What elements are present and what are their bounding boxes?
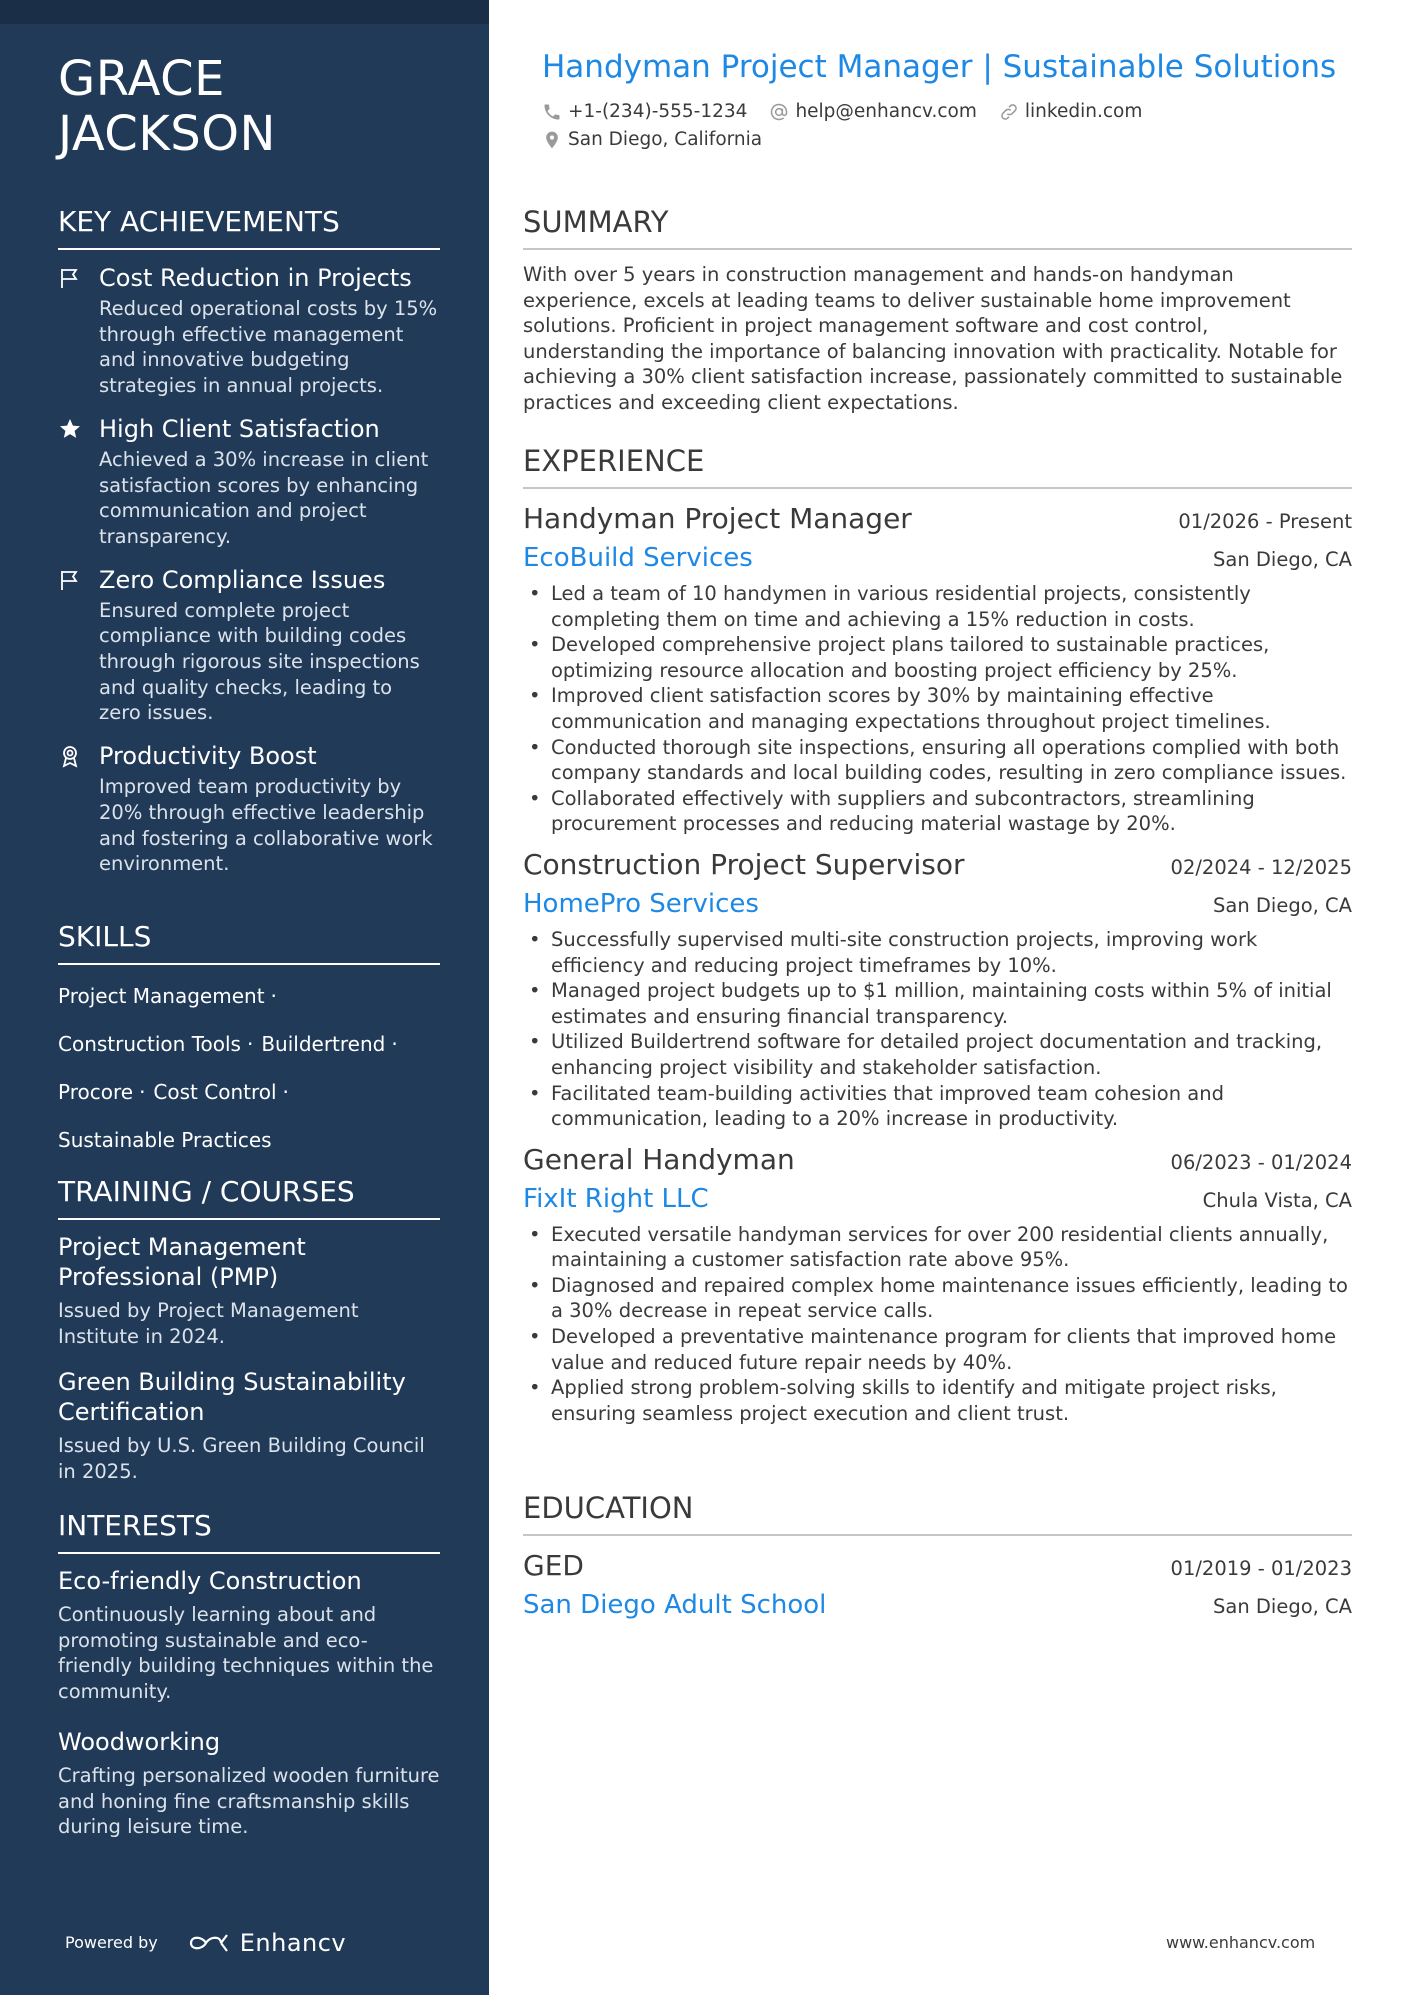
experience-title: EXPERIENCE bbox=[523, 443, 1352, 489]
candidate-name: GRACE JACKSON bbox=[58, 51, 276, 162]
job-bullet: • Developed comprehensive project plans tailored to sustainable practices, optimizing resource allocation and boosting project efficiency by 25%. bbox=[523, 632, 1352, 683]
course-item bbox=[58, 1367, 440, 1484]
school-location: San Diego, CA bbox=[1213, 1595, 1352, 1618]
enhancv-logo-icon bbox=[186, 1931, 232, 1955]
job-title: General Handyman bbox=[523, 1142, 795, 1176]
skill-item: Cost Control bbox=[153, 1080, 277, 1104]
achievement-desc: Reduced operational costs by 15% through effective management and innovative budgeting strategies in annual projects. bbox=[99, 297, 438, 398]
skill-item: Buildertrend bbox=[261, 1032, 386, 1056]
footer-url[interactable]: www.enhancv.com bbox=[1166, 1933, 1316, 1952]
job-bullet: • Applied strong problem-solving skills to identify and mitigate project risks, ensuring seamless project execution and client trust. bbox=[523, 1375, 1352, 1426]
job-location: San Diego, CA bbox=[1213, 548, 1352, 571]
at-icon bbox=[769, 102, 789, 122]
interests-title: INTERESTS bbox=[58, 1508, 440, 1554]
powered-by-label: Powered by bbox=[65, 1933, 158, 1952]
powered-by bbox=[65, 1930, 346, 1956]
job-bullet: • Successfully supervised multi-site construction projects, improving work efficiency and reducing project timeframes by 10%. bbox=[523, 927, 1352, 978]
location-row bbox=[542, 128, 1242, 152]
star-icon bbox=[58, 417, 82, 441]
phone-contact[interactable] bbox=[542, 100, 747, 124]
job-bullet: • Utilized Buildertrend software for detailed project documentation and tracking, enhancing project visibility and stakeholder satisfaction. bbox=[523, 1029, 1352, 1080]
achievement-title: Cost Reduction in Projects bbox=[99, 264, 412, 292]
summary-title: SUMMARY bbox=[523, 204, 1352, 250]
achievement-title: High Client Satisfaction bbox=[99, 414, 380, 443]
job-dates: 01/2026 - Present bbox=[1178, 510, 1352, 533]
interest-desc: Crafting personalized wooden furniture and honing fine craftsmanship skills during leisure time. bbox=[58, 1763, 440, 1839]
location-contact bbox=[542, 128, 762, 152]
achievement-desc: Ensured complete project compliance with building codes through rigorous site inspections and quality checks, leading to zero issues. bbox=[99, 598, 420, 725]
interest-item bbox=[58, 1727, 440, 1840]
phone-text: +1-(234)-555-1234 bbox=[568, 101, 748, 122]
job-title: Construction Project Supervisor bbox=[523, 847, 965, 881]
achievement-desc: Improved team productivity by 20% through effective leadership and fostering a collaborative work environment. bbox=[99, 775, 433, 876]
skill-separator: · bbox=[246, 1032, 254, 1056]
skill-separator: · bbox=[282, 1080, 289, 1104]
job-entry bbox=[523, 847, 1352, 1132]
training-title: TRAINING / COURSES bbox=[58, 1174, 440, 1220]
main-content bbox=[523, 0, 1351, 1995]
skill-item: Sustainable Practices bbox=[58, 1128, 272, 1152]
education-section bbox=[523, 1490, 1352, 1632]
course-item bbox=[58, 1232, 440, 1349]
interest-title: Eco-friendly Construction bbox=[58, 1567, 362, 1595]
achievement-desc: Achieved a 30% increase in client satisfaction scores by enhancing communication and project transparency. bbox=[99, 447, 429, 548]
job-bullets bbox=[523, 1222, 1352, 1427]
linkedin-text: linkedin.com bbox=[1024, 101, 1143, 122]
school-name: San Diego Adult School bbox=[523, 1590, 827, 1620]
job-bullet: • Collaborated effectively with suppliers and subcontractors, streamlining procurement processes and reducing material wastage by 20%. bbox=[523, 786, 1352, 837]
education-title: EDUCATION bbox=[523, 1490, 1352, 1536]
headline: Handyman Project Manager | Sustainable Solutions bbox=[542, 49, 1337, 85]
experience-section bbox=[523, 443, 1352, 1436]
achievement-item bbox=[58, 262, 440, 399]
location-pin-icon bbox=[542, 130, 562, 150]
job-dates: 02/2024 - 12/2025 bbox=[1170, 855, 1352, 879]
job-company: HomePro Services bbox=[523, 888, 759, 919]
contact-row bbox=[542, 100, 1242, 124]
job-bullet: • Managed project budgets up to $1 million, maintaining costs within 5% of initial estimates and ensuring financial transparency. bbox=[523, 978, 1352, 1029]
email-contact[interactable] bbox=[769, 100, 976, 124]
achievement-title: Productivity Boost bbox=[99, 742, 317, 771]
skill-item: Construction Tools bbox=[58, 1032, 241, 1056]
summary-section bbox=[523, 204, 1352, 416]
flag-icon bbox=[58, 568, 82, 592]
phone-icon bbox=[542, 102, 562, 122]
summary-text: With over 5 years in construction management and hands-on handyman experience, excels at leading teams to deliver sustainable home improvement solutions. Proficient in project management software and cost control, understanding the importance of balancing innovation with practicality. Notable for achieving a 30% client satisfaction increase, passionately committed to sustainable practices and exceeding client expectations. bbox=[523, 263, 1343, 414]
achievement-item bbox=[58, 413, 440, 550]
job-bullet: • Led a team of 10 handymen in various residential projects, consistently completing them on time and achieving a 15% reduction in costs. bbox=[523, 581, 1352, 632]
flag-icon bbox=[58, 266, 82, 290]
skills-section bbox=[58, 919, 440, 1169]
job-bullet: • Developed a preventative maintenance program for clients that improved home value and reduced future repair needs by 40%. bbox=[523, 1324, 1352, 1375]
job-location: San Diego, CA bbox=[1213, 893, 1352, 917]
achievement-item bbox=[58, 740, 440, 877]
job-title: Handyman Project Manager bbox=[523, 502, 912, 535]
job-entry bbox=[523, 1142, 1352, 1427]
sidebar bbox=[0, 0, 489, 1995]
job-bullet: • Conducted thorough site inspections, ensuring all operations complied with both company standards and local building codes, resulting in zero compliance issues. bbox=[523, 735, 1352, 786]
course-desc: Issued by Project Management Institute in 2024. bbox=[58, 1299, 359, 1348]
job-dates: 06/2023 - 01/2024 bbox=[1170, 1150, 1352, 1174]
location-text: San Diego, California bbox=[568, 129, 763, 150]
interest-desc: Continuously learning about and promoting sustainable and eco-friendly building techniques within the community. bbox=[58, 1603, 434, 1704]
achievement-title: Zero Compliance Issues bbox=[99, 565, 386, 594]
course-title: Green Building Sustainability Certification bbox=[58, 1368, 406, 1427]
job-bullet: • Facilitated team-building activities that improved team cohesion and communication, leading to a 20% increase in productivity. bbox=[523, 1081, 1352, 1132]
interests-section bbox=[58, 1508, 440, 1862]
job-bullets bbox=[523, 927, 1352, 1132]
job-bullet: • Improved client satisfaction scores by 30% by maintaining effective communication and managing expectations throughout project timelines. bbox=[523, 683, 1352, 734]
course-title: Project Management Professional (PMP) bbox=[58, 1233, 306, 1291]
medal-icon bbox=[58, 744, 82, 768]
skills-title: SKILLS bbox=[58, 919, 440, 965]
interest-item bbox=[58, 1566, 440, 1705]
course-desc: Issued by U.S. Green Building Council in 2025. bbox=[58, 1434, 425, 1484]
job-company: FixIt Right LLC bbox=[523, 1183, 709, 1214]
job-entry bbox=[523, 501, 1352, 837]
sidebar-top-bar bbox=[0, 0, 489, 24]
key-achievements-section bbox=[58, 204, 440, 891]
skill-item: Project Management bbox=[58, 984, 265, 1008]
interest-title: Woodworking bbox=[58, 1727, 221, 1756]
job-company: EcoBuild Services bbox=[523, 543, 753, 573]
linkedin-contact[interactable] bbox=[999, 100, 1142, 124]
job-bullet: • Diagnosed and repaired complex home maintenance issues efficiently, leading to a 30% decrease in repeat service calls. bbox=[523, 1273, 1352, 1324]
job-bullets bbox=[523, 581, 1352, 837]
education-entry bbox=[523, 1548, 1352, 1622]
skill-item: Procore bbox=[58, 1080, 134, 1104]
job-bullet: • Executed versatile handyman services for over 200 residential clients annually, maintaining a customer satisfaction rate above 95%. bbox=[523, 1222, 1352, 1273]
training-section bbox=[58, 1174, 440, 1503]
link-icon bbox=[999, 102, 1019, 122]
skill-separator: · bbox=[139, 1080, 146, 1104]
education-dates: 01/2019 - 01/2023 bbox=[1170, 1557, 1352, 1580]
degree: GED bbox=[523, 1549, 584, 1582]
skills-list bbox=[58, 977, 440, 1169]
achievement-item bbox=[58, 564, 440, 727]
skill-separator: · bbox=[391, 1032, 398, 1056]
key-achievements-title: KEY ACHIEVEMENTS bbox=[58, 204, 440, 250]
email-text: help@enhancv.com bbox=[795, 101, 977, 122]
skill-separator: · bbox=[270, 984, 277, 1008]
job-location: Chula Vista, CA bbox=[1202, 1188, 1352, 1212]
brand-name: Enhancv bbox=[239, 1929, 347, 1957]
